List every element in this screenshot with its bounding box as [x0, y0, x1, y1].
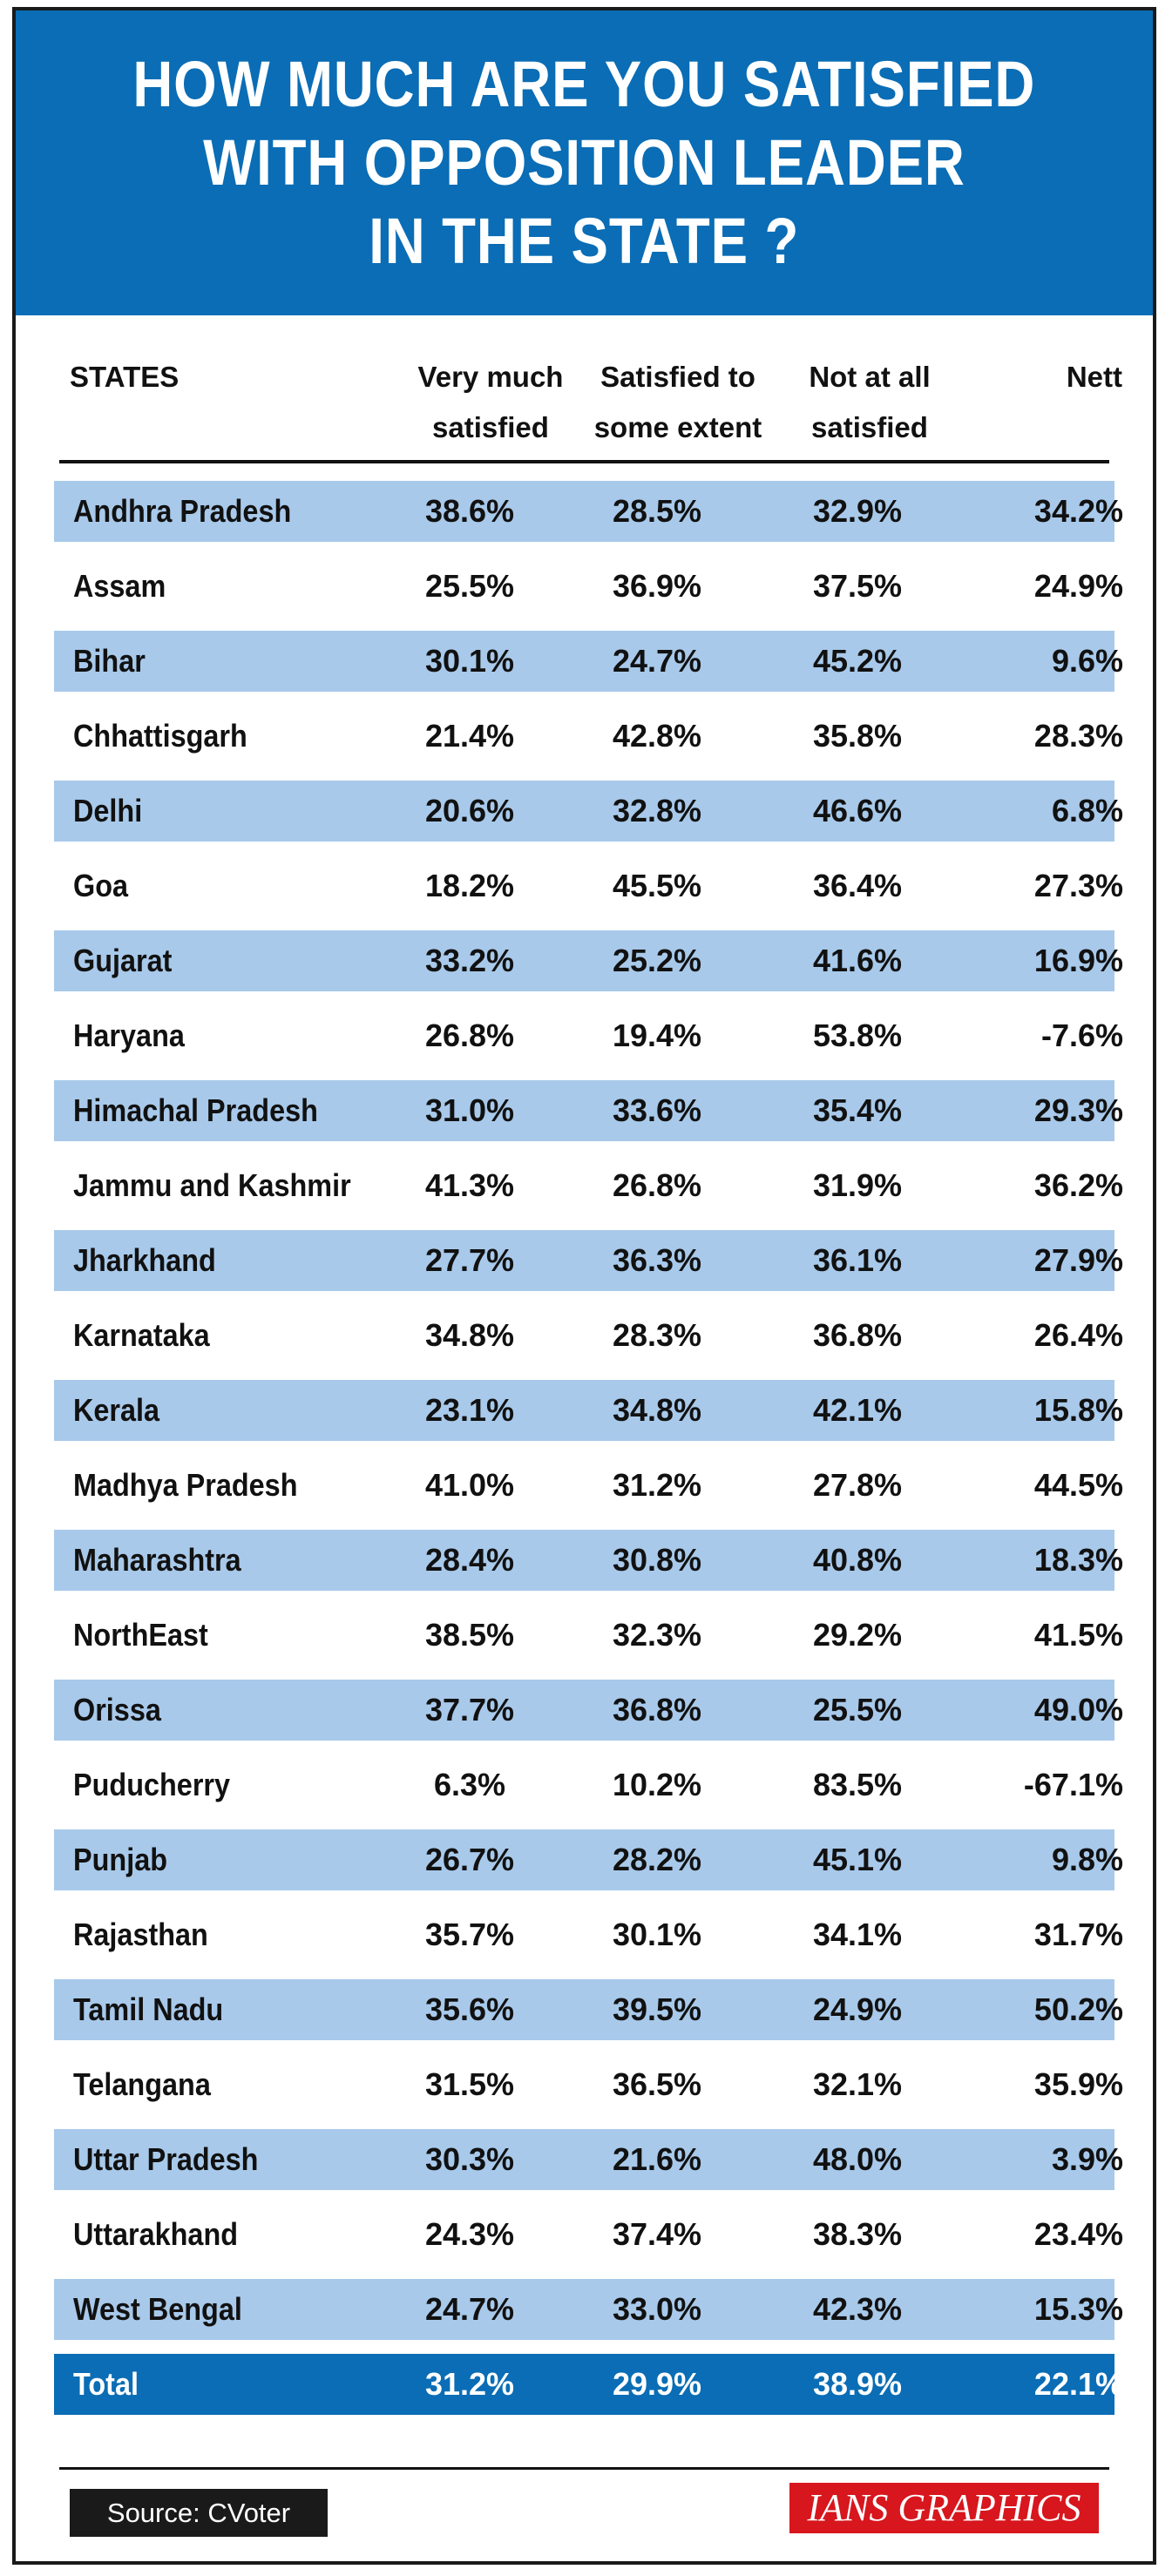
row-band: [54, 1829, 1114, 1890]
header-very-much-line-2: satisfied: [432, 411, 549, 443]
row-band: [54, 855, 1114, 916]
nett-value: 9.6%: [1051, 643, 1123, 679]
row-band: [54, 781, 1114, 842]
header-nett-text: Nett: [1066, 361, 1122, 393]
very-much-satisfied-value: 38.5%: [424, 1617, 515, 1653]
state-name: Goa: [73, 868, 129, 903]
not-at-all-value: 53.8%: [812, 1018, 903, 1053]
nett-value: 29.3%: [1033, 1092, 1123, 1128]
nett-value: 24.9%: [1033, 568, 1123, 604]
state-name: Gujarat: [73, 943, 173, 978]
very-much-satisfied-value: 18.2%: [424, 868, 515, 903]
state-name: Jammu and Kashmir: [73, 1167, 351, 1203]
row-band: [54, 631, 1114, 692]
table-row: [47, 2051, 1121, 2126]
not-at-all-value: 41.6%: [812, 943, 903, 978]
state-name: Haryana: [73, 1018, 185, 1053]
some-extent-value: 30.8%: [612, 1542, 702, 1578]
state-name: Uttarakhand: [73, 2216, 239, 2252]
some-extent-value: 39.5%: [612, 1991, 702, 2027]
not-at-all-value: 36.8%: [812, 1317, 903, 1353]
total-row-band: [54, 2354, 1114, 2415]
very-much-satisfied-value: 6.3%: [433, 1767, 506, 1802]
nett-value: -67.1%: [1023, 1767, 1123, 1802]
table-row: [47, 1227, 1121, 1302]
row-band: [54, 1904, 1114, 1965]
header-not-at-all-line-1: Not at all: [809, 361, 931, 393]
table-row: [47, 2126, 1121, 2201]
not-at-all-value: 35.8%: [812, 718, 903, 754]
row-band: [54, 1305, 1114, 1366]
very-much-satisfied-value: 30.3%: [424, 2141, 515, 2177]
header-states: [70, 352, 179, 402]
not-at-all-value: 34.1%: [812, 1917, 903, 1952]
row-band: [54, 1005, 1114, 1066]
table-row: [47, 1002, 1121, 1077]
header-some-extent-line-2: some extent: [593, 411, 762, 443]
not-at-all-value: 31.9%: [812, 1167, 903, 1203]
table-row: [47, 552, 1121, 627]
some-extent-value: 21.6%: [612, 2141, 702, 2177]
very-much-satisfied-value: 26.7%: [424, 1842, 515, 1877]
very-much-satisfied-value: 41.0%: [424, 1467, 515, 1503]
some-extent-value: 32.8%: [612, 793, 702, 828]
not-at-all-value: 40.8%: [812, 1542, 903, 1578]
not-at-all-value: 24.9%: [812, 1991, 903, 2027]
table-row: [47, 1901, 1121, 1976]
not-at-all-value: 42.3%: [812, 2291, 903, 2327]
not-at-all-value: 37.5%: [812, 568, 903, 604]
not-at-all-value: 32.9%: [812, 493, 903, 529]
state-name: Karnataka: [73, 1317, 210, 1353]
some-extent-value: 32.3%: [612, 1617, 702, 1653]
some-extent-value: 28.3%: [612, 1317, 702, 1353]
not-at-all-value: 46.6%: [812, 793, 903, 828]
table-row: [47, 1526, 1121, 1601]
state-name: West Bengal: [73, 2291, 242, 2327]
nett-value: 16.9%: [1033, 943, 1123, 978]
nett-value: 44.5%: [1033, 1467, 1123, 1503]
table-body: [47, 477, 1121, 2425]
some-extent-value: 37.4%: [612, 2216, 702, 2252]
table-row: [47, 627, 1121, 702]
row-band: [54, 2054, 1114, 2115]
table-row: [47, 1676, 1121, 1751]
some-extent-value: 33.6%: [612, 1092, 702, 1128]
nett-value: 49.0%: [1033, 1692, 1123, 1727]
very-much-satisfied-value: 20.6%: [424, 793, 515, 828]
very-much-satisfied-value: 35.7%: [424, 1917, 515, 1952]
total-very-much-satisfied-value: 31.2%: [424, 2366, 515, 2402]
table-row: [47, 1826, 1121, 1901]
not-at-all-value: 36.4%: [812, 868, 903, 903]
not-at-all-value: 38.3%: [812, 2216, 903, 2252]
table-row: [47, 927, 1121, 1002]
very-much-satisfied-value: 28.4%: [424, 1542, 515, 1578]
very-much-satisfied-value: 37.7%: [424, 1692, 515, 1727]
very-much-satisfied-value: 24.3%: [424, 2216, 515, 2252]
total-state-name: Total: [73, 2366, 139, 2402]
nett-value: 18.3%: [1033, 1542, 1123, 1578]
not-at-all-value: 42.1%: [812, 1392, 903, 1428]
some-extent-value: 31.2%: [612, 1467, 702, 1503]
nett-value: 28.3%: [1033, 718, 1123, 754]
table-row: [47, 1302, 1121, 1376]
state-name: NorthEast: [73, 1617, 208, 1653]
state-name: Rajasthan: [73, 1917, 208, 1952]
table-row: [47, 702, 1121, 777]
table-row: [47, 1451, 1121, 1526]
some-extent-value: 10.2%: [612, 1767, 702, 1802]
total-nett-value: 22.1%: [1033, 2366, 1123, 2402]
nett-value: 31.7%: [1033, 1917, 1123, 1952]
nett-value: 50.2%: [1033, 1991, 1123, 2027]
very-much-satisfied-value: 31.5%: [424, 2066, 515, 2102]
not-at-all-value: 27.8%: [812, 1467, 903, 1503]
some-extent-value: 19.4%: [612, 1018, 702, 1053]
header-very-much-line-1: Very much: [417, 361, 564, 393]
some-extent-value: 26.8%: [612, 1167, 702, 1203]
table-row: [47, 2201, 1121, 2275]
nett-value: 6.8%: [1051, 793, 1123, 828]
table-row: [47, 477, 1121, 552]
very-much-satisfied-value: 23.1%: [424, 1392, 515, 1428]
not-at-all-value: 36.1%: [812, 1242, 903, 1278]
very-much-satisfied-value: 38.6%: [424, 493, 515, 529]
state-name: Telangana: [73, 2066, 211, 2102]
nett-value: 26.4%: [1033, 1317, 1123, 1353]
infographic-frame: [12, 7, 1156, 2565]
very-much-satisfied-value: 41.3%: [424, 1167, 515, 1203]
row-band: [54, 556, 1114, 617]
header-divider: [59, 460, 1109, 463]
some-extent-value: 24.7%: [612, 643, 702, 679]
row-band: [54, 1380, 1114, 1441]
very-much-satisfied-value: 25.5%: [424, 568, 515, 604]
some-extent-value: 30.1%: [612, 1917, 702, 1952]
nett-value: 36.2%: [1033, 1167, 1123, 1203]
state-name: Orissa: [73, 1692, 161, 1727]
state-name: Madhya Pradesh: [73, 1467, 298, 1503]
not-at-all-value: 25.5%: [812, 1692, 903, 1727]
some-extent-value: 25.2%: [612, 943, 702, 978]
very-much-satisfied-value: 34.8%: [424, 1317, 515, 1353]
nett-value: 15.8%: [1033, 1392, 1123, 1428]
table-row: [47, 1601, 1121, 1676]
some-extent-value: 36.3%: [612, 1242, 702, 1278]
footer-divider: [59, 2467, 1109, 2470]
title-block: [16, 10, 1153, 315]
state-name: Assam: [73, 568, 166, 604]
state-name: Puducherry: [73, 1767, 231, 1802]
state-name: Andhra Pradesh: [73, 493, 292, 529]
state-name: Bihar: [73, 643, 146, 679]
state-name: Jharkhand: [73, 1242, 216, 1278]
some-extent-value: 28.5%: [612, 493, 702, 529]
header-not-at-all-satisfied: [761, 352, 979, 453]
table-row: [47, 852, 1121, 927]
nett-value: 27.3%: [1033, 868, 1123, 903]
not-at-all-value: 45.2%: [812, 643, 903, 679]
very-much-satisfied-value: 21.4%: [424, 718, 515, 754]
state-name: Delhi: [73, 793, 143, 828]
state-name: Maharashtra: [73, 1542, 241, 1578]
table-row: [47, 2275, 1121, 2350]
very-much-satisfied-value: 27.7%: [424, 1242, 515, 1278]
nett-value: -7.6%: [1040, 1018, 1123, 1053]
not-at-all-value: 45.1%: [812, 1842, 903, 1877]
some-extent-value: 45.5%: [612, 868, 702, 903]
nett-value: 23.4%: [1033, 2216, 1123, 2252]
total-some-extent-value: 29.9%: [612, 2366, 702, 2402]
total-not-at-all-value: 38.9%: [812, 2366, 903, 2402]
table-header: [59, 352, 1122, 456]
very-much-satisfied-value: 35.6%: [424, 1991, 515, 2027]
not-at-all-value: 29.2%: [812, 1617, 903, 1653]
row-band: [54, 930, 1114, 991]
header-nett: [1000, 352, 1122, 402]
nett-value: 41.5%: [1033, 1617, 1123, 1653]
some-extent-value: 33.0%: [612, 2291, 702, 2327]
nett-value: 15.3%: [1033, 2291, 1123, 2327]
header-some-extent-line-1: Satisfied to: [600, 361, 755, 393]
very-much-satisfied-value: 26.8%: [424, 1018, 515, 1053]
nett-value: 34.2%: [1033, 493, 1123, 529]
some-extent-value: 34.8%: [612, 1392, 702, 1428]
title-line-3: IN THE STATE ?: [369, 205, 800, 277]
table-row: [47, 1376, 1121, 1451]
state-name: Kerala: [73, 1392, 160, 1428]
some-extent-value: 36.8%: [612, 1692, 702, 1727]
table-row: [47, 1976, 1121, 2051]
not-at-all-value: 32.1%: [812, 2066, 903, 2102]
credit-logo: IANS GRAPHICS: [789, 2483, 1099, 2533]
table-row: [47, 1077, 1121, 1152]
row-band: [54, 1605, 1114, 1666]
nett-value: 9.8%: [1051, 1842, 1123, 1877]
header-states-text: STATES: [70, 361, 180, 393]
row-band: [54, 1680, 1114, 1741]
total-row: [47, 2350, 1121, 2425]
very-much-satisfied-value: 24.7%: [424, 2291, 515, 2327]
title-line-2: WITH OPPOSITION LEADER: [203, 126, 965, 199]
header-not-at-all-line-2: satisfied: [811, 411, 928, 443]
very-much-satisfied-value: 31.0%: [424, 1092, 515, 1128]
table-row: [47, 777, 1121, 852]
title-line-1: HOW MUCH ARE YOU SATISFIED: [132, 48, 1036, 120]
very-much-satisfied-value: 30.1%: [424, 643, 515, 679]
state-name: Chhattisgarh: [73, 718, 247, 754]
nett-value: 35.9%: [1033, 2066, 1123, 2102]
not-at-all-value: 83.5%: [812, 1767, 903, 1802]
some-extent-value: 28.2%: [612, 1842, 702, 1877]
some-extent-value: 36.9%: [612, 568, 702, 604]
state-name: Himachal Pradesh: [73, 1092, 318, 1128]
not-at-all-value: 35.4%: [812, 1092, 903, 1128]
table-row: [47, 1152, 1121, 1227]
state-name: Punjab: [73, 1842, 168, 1877]
source-label: Source: CVoter: [70, 2489, 328, 2537]
state-name: Tamil Nadu: [73, 1991, 224, 2027]
some-extent-value: 36.5%: [612, 2066, 702, 2102]
some-extent-value: 42.8%: [612, 718, 702, 754]
nett-value: 27.9%: [1033, 1242, 1123, 1278]
not-at-all-value: 48.0%: [812, 2141, 903, 2177]
nett-value: 3.9%: [1051, 2141, 1123, 2177]
state-name: Uttar Pradesh: [73, 2141, 259, 2177]
very-much-satisfied-value: 33.2%: [424, 943, 515, 978]
table-row: [47, 1751, 1121, 1826]
